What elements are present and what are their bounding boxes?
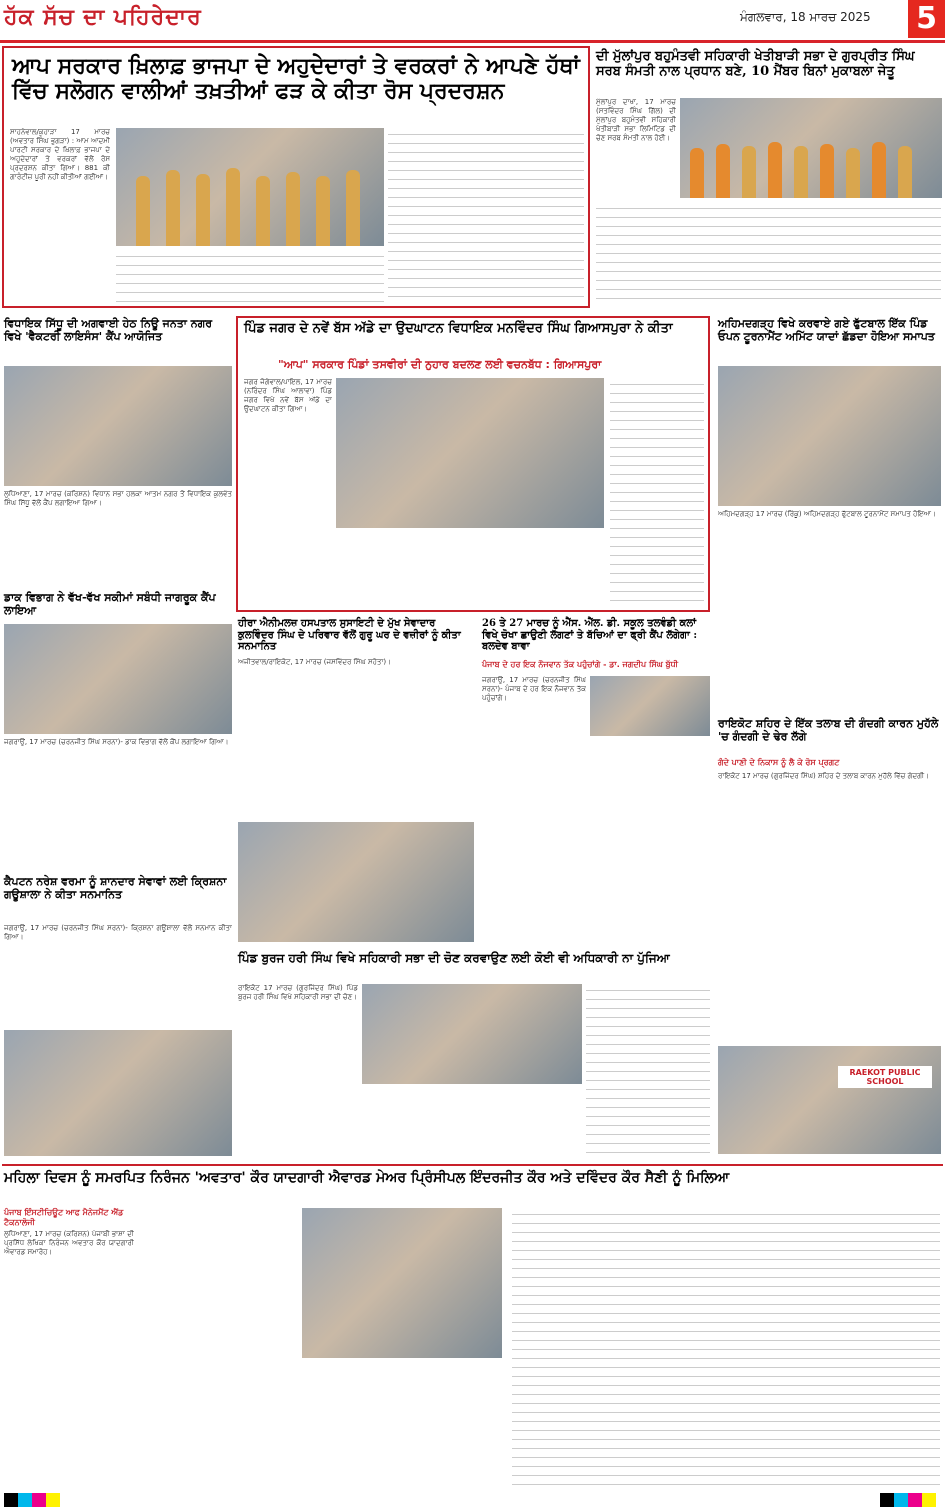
- article-body-cont: [610, 378, 704, 606]
- story-bus-stand: [236, 316, 710, 612]
- color-registration-bar: [4, 1493, 60, 1507]
- bus-stand-photo: [336, 378, 604, 528]
- story-cooperative-election: [594, 46, 943, 308]
- article-body: ਰਾਇਕੋਟ 17 ਮਾਰਚ (ਗੁਰਜਿੰਦਰ ਸਿੰਘ) ਸ਼ਹਿਰ ਦੇ ਤਲਾਬ ਕਾਰਨ ਮੁਹੱਲੇ ਵਿੱਚ ਗੰਦਗੀ।: [718, 772, 929, 780]
- masthead-logo: ਹੱਕ ਸੱਚ ਦਾ ਪਹਿਰੇਦਾਰ: [4, 4, 202, 30]
- story-vector-license-camp: [2, 316, 234, 586]
- camp-photo: [4, 366, 232, 486]
- article-body: ਜਗਰਾਉਂ, 17 ਮਾਰਚ (ਚਰਨਜੀਤ ਸਿੰਘ ਸਰਨਾ)- ਕ੍ਰਿਸ਼ਨਾ ਗਊਸ਼ਾਲਾ ਵੱਲੋਂ ਸਨਮਾਨ ਕੀਤਾ ਗਿਆ।: [4, 924, 232, 941]
- article-body: ਸਾਹਨੇਵਾਲ/ਕੁਹਾੜਾ 17 ਮਾਰਚ (ਅਵਤਾਰ ਸਿੰਘ ਭੁਗੜਾ) : ਆਮ ਆਦਮੀ ਪਾਰਟੀ ਸਰਕਾਰ ਦੇ ਖ਼ਿਲਾਫ਼ ਭਾਜਪਾ ਦੇ ਅਹੁਦੇਦਾਰਾਂ ਤੇ ਵਰਕਰਾਂ ਵੱਲੋਂ ਰੋਸ ਪ੍ਰਦਰਸ਼ਨ ਕੀਤਾ ਗਿਆ। 881 ਕੀ ਗਾਰੰਟੀਜ਼ ਪੂਰੀ ਨਹੀਂ ਕੀਤੀਆਂ ਗਈਆਂ।: [10, 128, 110, 181]
- story-burj-hari-singh: [236, 950, 712, 1160]
- headline: ਪਿੰਡ ਜਗਰ ਦੇ ਨਵੇਂ ਬੱਸ ਅੱਡੇ ਦਾ ਉਦਘਾਟਨ ਵਿਧਾਇਕ ਮਨਵਿੰਦਰ ਸਿੰਘ ਗਿਆਸਪੁਰਾ ਨੇ ਕੀਤਾ: [244, 321, 673, 336]
- article-body: ਅਹਿਮਦਗੜ੍ਹ 17 ਮਾਰਚ (ਰਿੰਕੂ) ਅਹਿਮਦਗੜ੍ਹ ਫੁੱਟਬਾਲ ਟੂਰਨਾਮੈਂਟ ਸਮਾਪਤ ਹੋਇਆ।: [718, 510, 936, 518]
- headline: ਮਹਿਲਾ ਦਿਵਸ ਨੂੰ ਸਮਰਪਿਤ ਨਿਰੰਜਨ 'ਅਵਤਾਰ' ਕੌਰ ਯਾਦਗਾਰੀ ਐਵਾਰਡ ਮੇਅਰ ਪ੍ਰਿੰਸੀਪਲ ਇੰਦਰਜੀਤ ਕੌਰ ਅਤੇ ਦਵਿੰਦਰ ਕੌਰ ਸੈਣੀ ਨੂੰ ਮਿਲਿਆ: [4, 1170, 730, 1186]
- postal-camp-photo: [4, 624, 232, 734]
- article-body-cont: [116, 250, 384, 304]
- headline: ਦੀ ਮੁੱਲਾਂਪੁਰ ਬਹੁਮੰਤਵੀ ਸਹਿਕਾਰੀ ਖੇਤੀਬਾੜੀ ਸਭਾ ਦੇ ਗੁਰਪ੍ਰੀਤ ਸਿੰਘ ਸਰਬ ਸੰਮਤੀ ਨਾਲ ਪ੍ਰਧਾਨ ਬਣੇ, 10 ਮੈਂਬਰ ਬਿਨਾਂ ਮੁਕਾਬਲਾ ਜੇਤੂ: [596, 49, 915, 79]
- honour-photo: [238, 822, 474, 942]
- article-body: ਰਾਇਕੋਟ 17 ਮਾਰਚ (ਗੁਰਜਿੰਦਰ ਸਿੰਘ) ਪਿੰਡ ਬੁਰਜ ਹਰੀ ਸਿੰਘ ਵਿਖੇ ਸਹਿਕਾਰੀ ਸਭਾ ਦੀ ਚੋਣ।: [238, 984, 358, 1001]
- gaushala-photo: [4, 1030, 232, 1156]
- page-number: 5: [908, 0, 945, 38]
- headline: ਪਿੰਡ ਬੁਰਜ ਹਰੀ ਸਿੰਘ ਵਿਖੇ ਸਹਿਕਾਰੀ ਸਭਾ ਦੀ ਚੋਣ ਕਰਵਾਉਣ ਲਈ ਕੋਈ ਵੀ ਅਧਿਕਾਰੀ ਨਾ ਪੁੱਜਿਆ: [238, 951, 670, 965]
- article-body: ਅਜੀਤਵਾਲ/ਰਾਇਕੋਟ, 17 ਮਾਰਚ (ਜਸਵਿੰਦਰ ਸਿੰਘ ਸਹੋਤਾ)।: [238, 658, 391, 666]
- headline: ਹੀਰਾ ਐਨੀਮਲਜ਼ ਹਸਪਤਾਲ ਸੁਸਾਇਟੀ ਦੇ ਮੁੱਖ ਸੇਵਾਦਾਰ ਕੁਲਵਿੰਦਰ ਸਿੰਘ ਦੇ ਪਰਿਵਾਰ ਵੱਲੋਂ ਗੁਰੂ ਘਰ ਦੇ ਵਜ਼ੀਰਾਂ ਨੂੰ ਕੀਤਾ ਸਨਮਾਨਿਤ: [238, 618, 461, 652]
- article-body: ਜਗਰਾਉਂ, 17 ਮਾਰਚ (ਚਰਨਜੀਤ ਸਿੰਘ ਸਰਨਾ)- ਡਾਕ ਵਿਭਾਗ ਵੱਲੋਂ ਕੈਂਪ ਲਗਾਇਆ ਗਿਆ।: [4, 738, 229, 746]
- award-photo: [302, 1208, 502, 1358]
- color-registration-bar: [880, 1493, 936, 1507]
- story-bjp-protest: [2, 46, 590, 308]
- story-raikot-pond: [716, 716, 943, 1158]
- election-photo: [362, 984, 582, 1084]
- divider: [2, 1164, 943, 1166]
- story-hira-animals: [236, 616, 476, 946]
- article-body-cont: [388, 128, 584, 304]
- article-body-cont: [586, 984, 710, 1154]
- headline: 26 ਤੇ 27 ਮਾਰਚ ਨੂੰ ਐੱਸ. ਐੱਲ. ਡੀ. ਸਕੂਲ ਤਲਵੰਡੀ ਕਲਾਂ ਵਿਖੇ ਚੋਖਾ ਛਾਉਣੀ ਲੱਗਣਾਂ ਤੇ ਬੱਚਿਆਂ ਦਾ ਫ੍ਰੀ ਕੈਂਪ ਲੱਗੇਗਾ : ਬਲਦੇਵ ਬਾਵਾ: [482, 618, 698, 652]
- article-body: ਮੁੱਲਾਂਪੁਰ ਦਾਖਾ, 17 ਮਾਰਚ (ਸਤਵਿੰਦਰ ਸਿੰਘ ਗਿੱਲ) ਦੀ ਮੁੱਲਾਂਪੁਰ ਬਹੁਮੰਤਵੀ ਸਹਿਕਾਰੀ ਖੇਤੀਬਾੜੀ ਸਭਾ ਲਿਮਿਟਿਡ ਦੀ ਚੋਣ ਸਰਬ ਸੰਮਤੀ ਨਾਲ ਹੋਈ।: [596, 98, 676, 142]
- issue-date: ਮੰਗਲਵਾਰ, 18 ਮਾਰਚ 2025: [740, 10, 871, 24]
- subheadline: ਪੰਜਾਬ ਦੇ ਹਰ ਇਕ ਨੌਜਵਾਨ ਤੱਕ ਪਹੁੰਚਾਂਗੇ - ਡਾ. ਜਗਦੀਪ ਸਿੰਘ ਬੁੱਧੀ: [482, 660, 679, 669]
- article-body: ਲੁਧਿਆਣਾ, 17 ਮਾਰਚ (ਕਰਿਸ਼ਨ) ਵਿਧਾਨ ਸਭਾ ਹਲਕਾ ਆਤਮ ਨਗਰ ਤੋਂ ਵਿਧਾਇਕ ਕੁਲਵੰਤ ਸਿੰਘ ਸਿੱਧੂ ਵੱਲੋਂ ਕੈਂਪ ਲਗਾਇਆ ਗਿਆ।: [4, 490, 232, 507]
- headline: ਵਿਧਾਇਕ ਸਿੱਧੂ ਦੀ ਅਗਵਾਈ ਹੇਠ ਨਿਊ ਜਨਤਾ ਨਗਰ ਵਿਖੇ 'ਵੈਕਟਰੀ ਲਾਇਸੰਸ' ਕੈਂਪ ਆਯੋਜਿਤ: [4, 317, 213, 343]
- headline: ਕੈਪਟਨ ਨਰੇਸ਼ ਵਰਮਾ ਨੂੰ ਸ਼ਾਨਦਾਰ ਸੇਵਾਵਾਂ ਲਈ ਕ੍ਰਿਸ਼ਨਾ ਗਊਸ਼ਾਲਾ ਨੇ ਕੀਤਾ ਸਨਮਾਨਿਤ: [4, 875, 227, 901]
- headline: ਡਾਕ ਵਿਭਾਗ ਨੇ ਵੱਖ-ਵੱਖ ਸਕੀਮਾਂ ਸਬੰਧੀ ਜਾਗਰੂਕ ਕੈਂਪ ਲਾਇਆ: [4, 591, 216, 617]
- football-photo: [718, 366, 941, 506]
- subheadline: ਗੰਦੇ ਪਾਣੀ ਦੇ ਨਿਕਾਸ ਨੂੰ ਲੈ ਕੇ ਰੋਸ ਪ੍ਰਗਟ: [718, 758, 840, 767]
- article-body: ਜਗਰਾਉਂ, 17 ਮਾਰਚ (ਚਰਨਜੀਤ ਸਿੰਘ ਸਰਨਾ)- ਪੰਜਾਬ ਦੇ ਹਰ ਇਕ ਨੌਜਵਾਨ ਤੱਕ ਪਹੁੰਚਾਂਗੇ।: [482, 676, 586, 702]
- school-sign: RAEKOT PUBLIC SCHOOL: [838, 1066, 932, 1088]
- subheadline: "ਆਪ" ਸਰਕਾਰ ਪਿੰਡਾਂ ਤਸਵੀਰਾਂ ਦੀ ਨੁਹਾਰ ਬਦਲਣ ਲਈ ਵਚਨਬੱਧ : ਗਿਆਸਪੁਰਾ: [278, 358, 602, 371]
- article-body: ਲੁਧਿਆਣਾ, 17 ਮਾਰਚ (ਕਰਿਸ਼ਨ) ਪੰਜਾਬੀ ਭਾਸ਼ਾ ਦੀ ਪ੍ਰਸਿੱਧ ਲੇਖਿਕਾ ਨਿਰੰਜਨ ਅਵਤਾਰ ਕੌਰ ਯਾਦਗਾਰੀ ਐਵਾਰਡ ਸਮਾਰੋਹ।: [4, 1230, 134, 1256]
- headline: ਅਹਿਮਦਗੜ੍ਹ ਵਿਖੇ ਕਰਵਾਏ ਗਏ ਫੁੱਟਬਾਲ ਇੱਕ ਪਿੰਡ ਓਪਨ ਟੂਰਨਾਮੈਂਟ ਅਮਿੱਟ ਯਾਦਾਂ ਛੱਡਦਾ ਹੋਇਆ ਸਮਾਪਤ: [718, 317, 935, 343]
- story-sld-school-camp: [480, 616, 712, 946]
- article-body-cont: [512, 1208, 940, 1486]
- story-postal-camp: [2, 590, 234, 870]
- portrait-photos: [590, 676, 710, 736]
- headline: ਰਾਇਕੋਟ ਸ਼ਹਿਰ ਦੇ ਇੱਕ ਤਲਾਬ ਦੀ ਗੰਦਗੀ ਕਾਰਨ ਮੁਹੱਲੇ 'ਚ ਗੰਦਗੀ ਦੇ ਢੇਰ ਲੱਗੇ: [718, 717, 939, 743]
- story-womens-day-award: [2, 1164, 943, 1490]
- story-captain-honour: [2, 874, 234, 1160]
- pond-photo: [718, 1046, 941, 1154]
- protest-photo: [116, 128, 384, 246]
- headline: ਆਪ ਸਰਕਾਰ ਖ਼ਿਲਾਫ਼ ਭਾਜਪਾ ਦੇ ਅਹੁਦੇਦਾਰਾਂ ਤੇ ਵਰਕਰਾਂ ਨੇ ਆਪਣੇ ਹੱਥਾਂ ਵਿੱਚ ਸਲੋਗਨ ਵਾਲੀਆਂ ਤਖ਼ਤੀਆਂ ਫੜ ਕੇ ਕੀਤਾ ਰੋਸ ਪ੍ਰਦਰਸ਼ਨ: [12, 53, 580, 105]
- cooperative-photo: [680, 98, 942, 198]
- story-football-tournament: [716, 316, 943, 712]
- masthead-rule: [0, 40, 945, 43]
- subheadline: ਪੰਜਾਬ ਇੰਸਟੀਚਿਊਟ ਆਫ ਮੈਨੇਜਮੈਂਟ ਐਂਡ ਟੈਕਨਾਲੋਜੀ: [4, 1208, 124, 1227]
- article-body: ਜਗਰ ਜੋਗੇਵਾਲ/ਪਾਇਲ, 17 ਮਾਰਚ (ਨਰਿੰਦਰ ਸਿੰਘ ਆਲਾਵਾ) ਪਿੰਡ ਜਗਰ ਵਿਖੇ ਨਵੇਂ ਬੱਸ ਅੱਡੇ ਦਾ ਉਦਘਾਟਨ ਕੀਤਾ ਗਿਆ।: [244, 378, 332, 413]
- article-body-cont: [596, 202, 941, 302]
